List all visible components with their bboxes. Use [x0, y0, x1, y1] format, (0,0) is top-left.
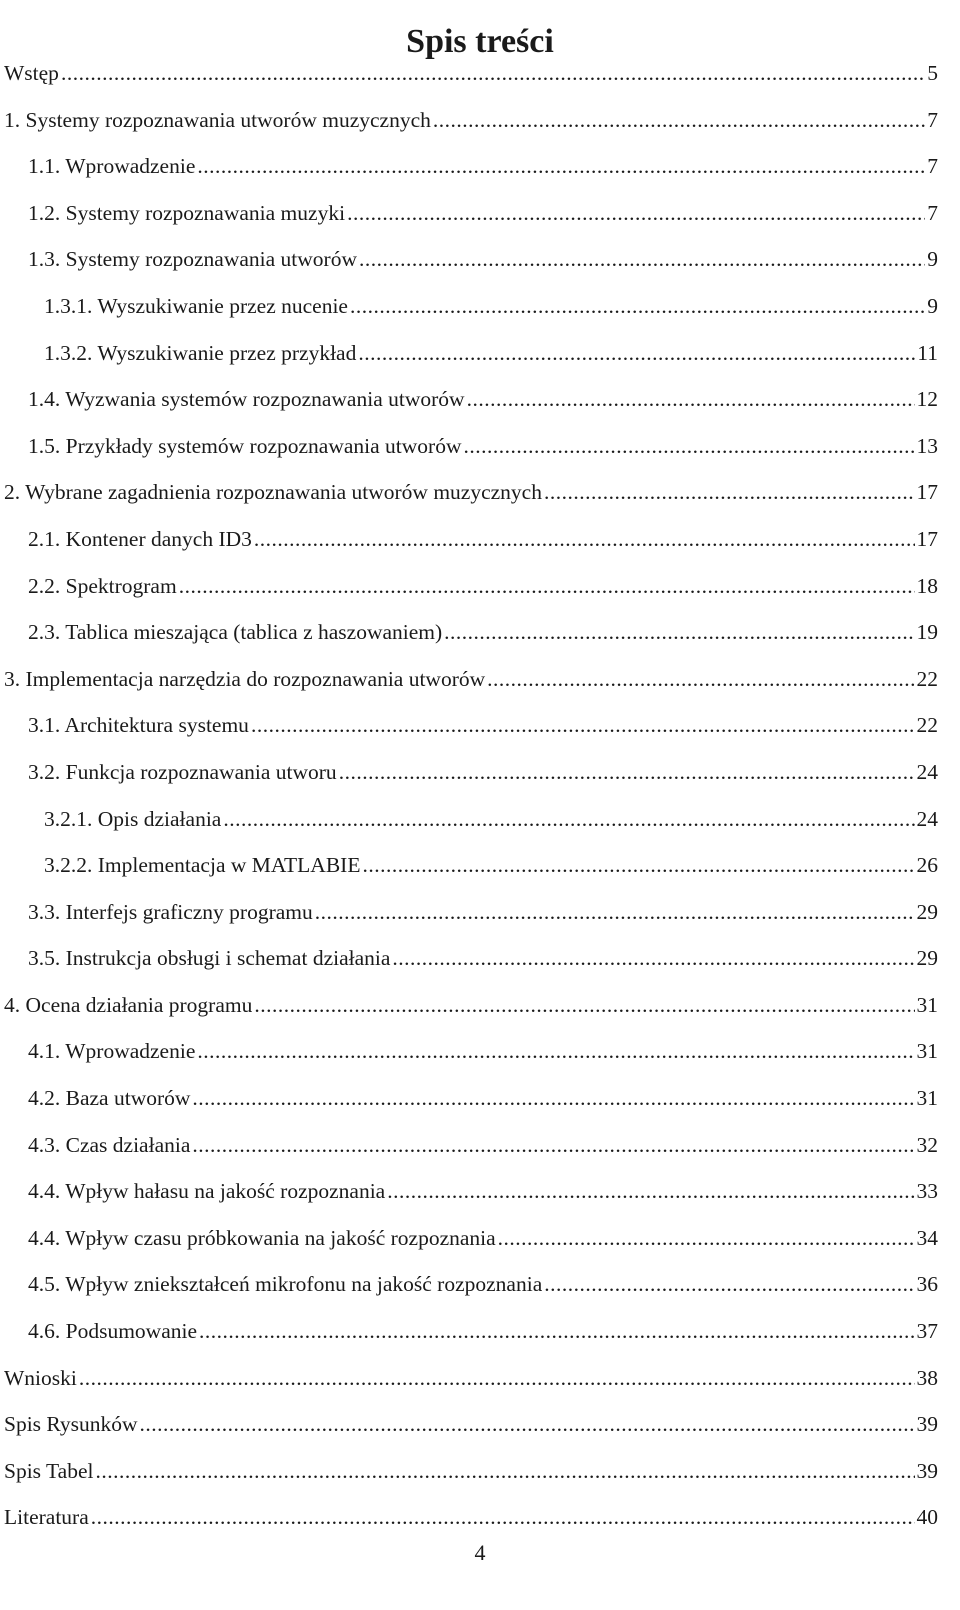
toc-entry[interactable]: [0, 609, 960, 656]
dot-leader: [347, 190, 925, 237]
toc-entry[interactable]: [0, 1075, 960, 1122]
toc-entry-label: 2. Wybrane zagadnienia rozpoznawania utworów muzycznych: [4, 480, 542, 505]
toc-entry[interactable]: [0, 1355, 960, 1402]
dot-leader: [433, 97, 925, 144]
toc-entry-page-number: 38: [916, 1365, 938, 1390]
dot-leader: [339, 749, 915, 796]
toc-entry-label: Literatura: [4, 1505, 89, 1530]
toc-entry[interactable]: [0, 283, 960, 330]
toc-entry-label: Wnioski: [4, 1365, 77, 1390]
dot-leader: [362, 842, 914, 889]
toc-entry[interactable]: [0, 1215, 960, 1262]
toc-entry-page-number: 24: [916, 759, 938, 784]
toc-entry[interactable]: [0, 236, 960, 283]
dot-leader: [358, 330, 915, 377]
toc-entry[interactable]: [0, 516, 960, 563]
dot-leader: [392, 935, 914, 982]
toc-entry-label: 3.3. Interfejs graficzny programu: [28, 899, 313, 924]
toc-entry-label: Spis Tabel: [4, 1458, 94, 1483]
dot-leader: [444, 609, 914, 656]
toc-entry-page-number: 9: [927, 293, 938, 318]
toc-entry[interactable]: [0, 563, 960, 610]
toc-entry-page-number: 37: [916, 1319, 938, 1344]
toc-entry[interactable]: [0, 50, 960, 97]
toc-entry-page-number: 11: [917, 340, 938, 365]
toc-entry-page-number: 31: [916, 992, 938, 1017]
dot-leader: [223, 796, 914, 843]
toc-entry[interactable]: [0, 842, 960, 889]
dot-leader: [199, 1308, 914, 1355]
toc-entry-label: 4.4. Wpływ czasu próbkowania na jakość rozpoznania: [28, 1225, 496, 1250]
toc-entry[interactable]: [0, 982, 960, 1029]
page-title: Spis treści: [406, 22, 554, 60]
toc-entry[interactable]: [0, 935, 960, 982]
toc-entry[interactable]: [0, 1448, 960, 1495]
toc-entry-label: 2.3. Tablica mieszająca (tablica z haszowaniem): [28, 620, 443, 645]
toc-entry-label: 3.1. Architektura systemu: [28, 713, 249, 738]
toc-entry-label: 2.1. Kontener danych ID3: [28, 526, 252, 551]
toc-entry-page-number: 17: [916, 526, 938, 551]
dot-leader: [251, 702, 915, 749]
toc-entry-page-number: 12: [916, 387, 938, 412]
toc-entry-label: 4.6. Podsumowanie: [28, 1319, 198, 1344]
toc-entry[interactable]: [0, 702, 960, 749]
toc-entry-label: 4.2. Baza utworów: [28, 1086, 191, 1111]
dot-leader: [315, 889, 915, 936]
toc-entry-page-number: 33: [916, 1179, 938, 1204]
toc-entry-label: 1.5. Przykłady systemów rozpoznawania utworów: [28, 433, 462, 458]
toc-entry[interactable]: [0, 423, 960, 470]
page-number: 4: [474, 1540, 486, 1565]
dot-leader: [61, 50, 925, 97]
toc-entry-page-number: 24: [916, 806, 938, 831]
toc-entry-page-number: 7: [927, 107, 938, 132]
toc-entry[interactable]: [0, 330, 960, 377]
dot-leader: [79, 1355, 915, 1402]
toc-entry-page-number: 13: [916, 433, 938, 458]
toc-entry-label: 1.3. Systemy rozpoznawania utworów: [28, 247, 357, 272]
toc-entry-page-number: 9: [927, 247, 938, 272]
toc-entry-label: 4.1. Wprowadzenie: [28, 1039, 196, 1064]
toc-entry-page-number: 7: [927, 154, 938, 179]
dot-leader: [254, 516, 915, 563]
dot-leader: [544, 1261, 914, 1308]
toc-entry-page-number: 36: [916, 1272, 938, 1297]
toc-entry-page-number: 22: [916, 666, 938, 691]
toc-entry-page-number: 39: [916, 1412, 938, 1437]
toc-entry-page-number: 17: [916, 480, 938, 505]
dot-leader: [359, 236, 925, 283]
toc-entry-label: 1.2. Systemy rozpoznawania muzyki: [28, 200, 346, 225]
dot-leader: [350, 283, 925, 330]
toc-entry-label: 2.2. Spektrogram: [28, 573, 177, 598]
toc-entry-page-number: 29: [916, 899, 938, 924]
dot-leader: [140, 1401, 915, 1448]
toc-entry[interactable]: [0, 1494, 960, 1541]
dot-leader: [464, 423, 915, 470]
dot-leader: [487, 656, 914, 703]
toc-entry[interactable]: [0, 1308, 960, 1355]
toc-entry-page-number: 22: [916, 713, 938, 738]
toc-entry-page-number: 31: [916, 1086, 938, 1111]
dot-leader: [467, 376, 915, 423]
toc-entry[interactable]: [0, 889, 960, 936]
toc-entry-page-number: 19: [916, 620, 938, 645]
dot-leader: [192, 1075, 914, 1122]
dot-leader: [192, 1122, 914, 1169]
table-of-contents: [0, 50, 960, 1541]
toc-entry-label: 1.3.2. Wyszukiwanie przez przykład: [44, 340, 357, 365]
toc-entry-label: 3.2. Funkcja rozpoznawania utworu: [28, 759, 337, 784]
toc-entry[interactable]: [0, 1261, 960, 1308]
toc-entry[interactable]: [0, 749, 960, 796]
toc-entry[interactable]: [0, 1168, 960, 1215]
toc-entry-page-number: 29: [916, 946, 938, 971]
toc-entry-page-number: 7: [927, 200, 938, 225]
dot-leader: [498, 1215, 915, 1262]
dot-leader: [95, 1448, 914, 1495]
toc-entry-label: 3.5. Instrukcja obsługi i schemat działania: [28, 946, 391, 971]
toc-entry-label: 1.4. Wyzwania systemów rozpoznawania utworów: [28, 387, 465, 412]
toc-entry-page-number: 34: [916, 1225, 938, 1250]
toc-entry-label: 1.3.1. Wyszukiwanie przez nucenie: [44, 293, 348, 318]
toc-entry-label: 4. Ocena działania programu: [4, 992, 253, 1017]
toc-entry-label: Spis Rysunków: [4, 1412, 138, 1437]
dot-leader: [254, 982, 914, 1029]
toc-entry-page-number: 40: [916, 1505, 938, 1530]
toc-entry[interactable]: [0, 1028, 960, 1075]
toc-entry-label: 3.2.1. Opis działania: [44, 806, 222, 831]
toc-entry[interactable]: [0, 656, 960, 703]
dot-leader: [197, 143, 925, 190]
toc-entry-label: 1. Systemy rozpoznawania utworów muzycznych: [4, 107, 431, 132]
toc-entry-label: 4.3. Czas działania: [28, 1132, 191, 1157]
toc-entry-page-number: 32: [916, 1132, 938, 1157]
toc-entry-page-number: 39: [916, 1458, 938, 1483]
dot-leader: [387, 1168, 914, 1215]
toc-entry-label: 4.5. Wpływ zniekształceń mikrofonu na jakość rozpoznania: [28, 1272, 543, 1297]
dot-leader: [179, 563, 915, 610]
toc-entry[interactable]: [0, 796, 960, 843]
toc-entry[interactable]: [0, 1401, 960, 1448]
toc-entry-page-number: 18: [916, 573, 938, 598]
toc-entry[interactable]: [0, 143, 960, 190]
toc-entry[interactable]: [0, 376, 960, 423]
toc-entry-label: 3.2.2. Implementacja w MATLABIE: [44, 853, 361, 878]
toc-entry[interactable]: [0, 1122, 960, 1169]
toc-entry-page-number: 5: [927, 61, 938, 85]
toc-entry-label: 4.4. Wpływ hałasu na jakość rozpoznania: [28, 1179, 386, 1204]
dot-leader: [544, 469, 915, 516]
toc-entry[interactable]: [0, 190, 960, 237]
toc-entry[interactable]: [0, 97, 960, 144]
toc-entry-page-number: 31: [916, 1039, 938, 1064]
toc-entry[interactable]: [0, 469, 960, 516]
toc-entry-label: Wstęp: [4, 61, 59, 85]
toc-entry-page-number: 26: [916, 853, 938, 878]
dot-leader: [197, 1028, 914, 1075]
toc-entry-label: 1.1. Wprowadzenie: [28, 154, 196, 179]
toc-entry-label: 3. Implementacja narzędzia do rozpoznawania utworów: [4, 666, 486, 691]
dot-leader: [91, 1494, 915, 1541]
